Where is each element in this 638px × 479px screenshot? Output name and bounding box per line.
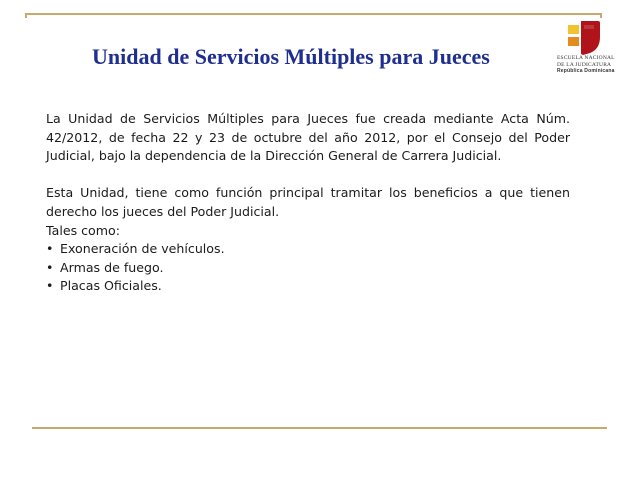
paragraph-creation: La Unidad de Servicios Múltiples para Jueces fue creada mediante Acta Núm. 42/2012, de fecha 22 y 23 de octubre del año 2012, por el Consejo del Poder Judicial, bajo la dependencia de la Dirección General de Carrera Judicial. <box>46 111 570 164</box>
institution-logo <box>557 19 617 73</box>
list-item <box>46 277 570 296</box>
paragraph-function: Esta Unidad, tiene como función principal tramitar los beneficios a que tienen derecho los jueces del Poder Judicial. <box>46 185 570 219</box>
list-item <box>46 240 570 259</box>
bullet-icon: • <box>46 241 54 257</box>
bullet-icon: • <box>46 259 54 275</box>
judicial-school-logo-icon <box>568 19 602 55</box>
logo-line-2: DE LA JUDICATURA <box>557 61 612 68</box>
list-item <box>46 259 570 278</box>
list-item-text: Exoneración de vehículos. <box>60 241 225 257</box>
logo-line-3: República Dominicana <box>557 68 615 74</box>
bullet-icon: • <box>46 278 54 294</box>
benefits-list <box>46 240 570 296</box>
logo-caption <box>557 55 629 75</box>
list-item-text: Armas de fuego. <box>60 259 164 275</box>
logo-line-1: ESCUELA NACIONAL <box>557 55 615 61</box>
footer-divider <box>32 427 607 429</box>
slide-content <box>46 110 570 296</box>
list-intro: Tales como: <box>46 222 120 238</box>
page-title: Unidad de Servicios Múltiples para Jueces <box>92 44 490 69</box>
list-item-text: Placas Oficiales. <box>60 278 162 294</box>
